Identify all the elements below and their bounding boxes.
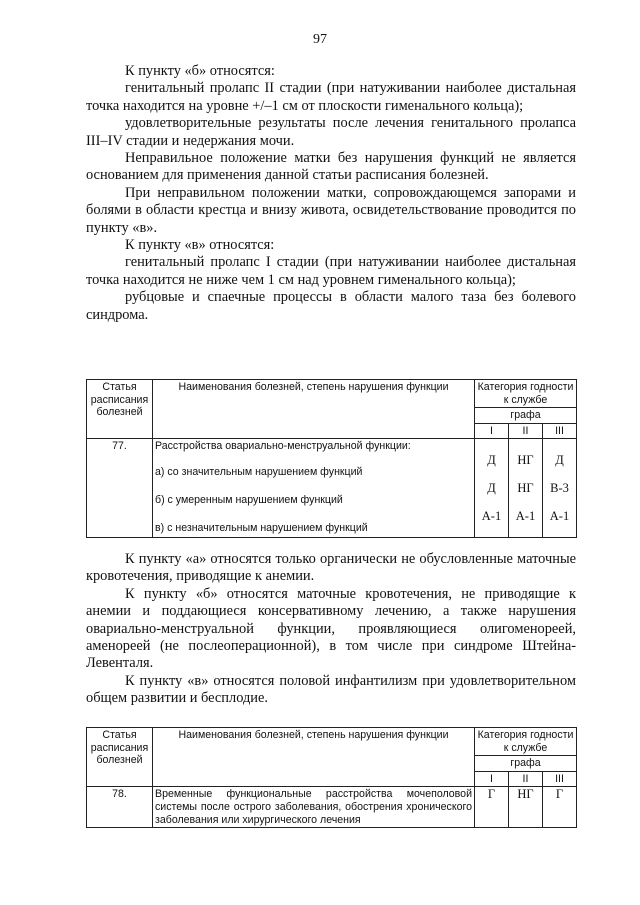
value: А-1 [481, 509, 502, 524]
category-col-2 [509, 439, 543, 538]
paragraph: К пункту «в» относятся: [125, 237, 275, 254]
disease-item: в) с незначительным нарушением функций [155, 522, 368, 535]
header-col-2: II [509, 771, 543, 787]
header-article: Статья расписания болезней [87, 380, 153, 439]
value: А-1 [515, 509, 536, 524]
paragraph: К пункту «а» относятся только органически не обусловленные маточные кровотечения, приводящие к анемии. [86, 551, 576, 585]
header-col-3: III [543, 771, 577, 787]
paragraph: К пункту «б» относятся маточные кровотечения, не приводящие к анемии и поддающиеся консервативному лечению, а также нарушения овариально-менструальной функции, проявляющиеся олигоменореей, аменореей (не послеоперационной), в том числе при синдроме Штейна-Левенталя. [86, 585, 576, 672]
value: Д [555, 453, 564, 468]
paragraph: рубцовые и спаечные процессы в области малого таза без болевого синдрома. [86, 289, 576, 323]
value: Д [487, 481, 496, 496]
category-col-2: НГ [509, 787, 543, 828]
table-header-row [87, 380, 577, 408]
paragraph: генитальный пролапс II стадии (при натуживании наиболее дистальная точка находится на уровне +/–1 см от плоскости гименального кольца); [86, 80, 576, 114]
category-col-1: Г [475, 787, 509, 828]
header-col-2: II [509, 423, 543, 439]
paragraph: генитальный пролапс I стадии (при натуживании наиболее дистальная точка находится не ниже чем 1 см над уровнем гименального кольца); [86, 254, 576, 288]
article-number: 77. [87, 439, 153, 538]
section-2-text [86, 551, 576, 708]
paragraph: При неправильном положении матки, сопровождающемся запорами и болями в области крестца и внизу живота, освидетельствование проводится по пункту «в». [86, 184, 576, 236]
paragraph: К пункту «в» относятся половой инфантилизм при удовлетворительном общем развитии и бесплодие. [86, 672, 576, 707]
header-col-1: I [475, 771, 509, 787]
value: НГ [517, 481, 534, 496]
page-number: 97 [313, 32, 327, 47]
category-col-1 [475, 439, 509, 538]
value: А-1 [549, 509, 570, 524]
value: Д [487, 453, 496, 468]
table-row [87, 787, 577, 828]
disease-name [153, 439, 475, 538]
value: В-3 [550, 481, 569, 496]
paragraph: Неправильное положение матки без нарушения функций не является основанием для применения данной статьи расписания болезней. [86, 150, 576, 184]
header-name: Наименования болезней, степень нарушения функции [153, 728, 475, 787]
table-row [87, 439, 577, 538]
header-category: Категория годности к службе [475, 380, 577, 408]
paragraph: К пункту «б» относятся: [125, 63, 275, 79]
paragraph: удовлетворительные результаты после лечения генитального пролапса III–IV стадии и недержания мочи. [86, 115, 576, 149]
table-header-row [87, 728, 577, 756]
header-category: Категория годности к службе [475, 728, 577, 756]
header-col-3: III [543, 423, 577, 439]
disease-table-78 [86, 727, 577, 828]
header-article: Статья расписания болезней [87, 728, 153, 787]
category-col-3 [543, 439, 577, 538]
header-column: графа [475, 408, 577, 424]
disease-item: б) с умеренным нарушением функций [155, 494, 343, 507]
disease-name: Временные функциональные расстройства мочеполовой системы после острого заболевания, обострения хронического заболевания или хирургического лечения [153, 787, 475, 828]
disease-table-77 [86, 379, 577, 538]
category-col-3: Г [543, 787, 577, 828]
value: НГ [517, 453, 534, 468]
header-col-1: I [475, 423, 509, 439]
article-number: 78. [87, 787, 153, 828]
header-name: Наименования болезней, степень нарушения функции [153, 380, 475, 439]
header-column: графа [475, 756, 577, 772]
disease-item: а) со значительным нарушением функций [155, 466, 363, 479]
disease-title: Расстройства овариально-менструальной функции: [155, 440, 411, 453]
section-1-text [86, 63, 576, 324]
